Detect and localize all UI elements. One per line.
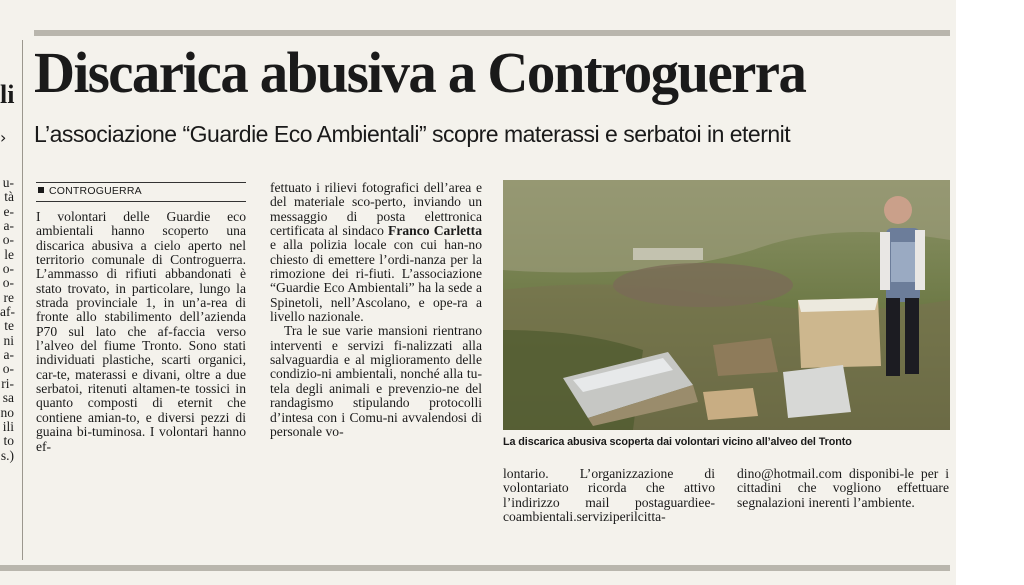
previous-article-line: o- [2, 361, 14, 377]
kicker-bullet [38, 187, 44, 193]
previous-article-line: a- [3, 218, 14, 234]
previous-article-line: tà [4, 189, 14, 205]
article-paragraph: I volontari delle Guardie eco ambientali hanno scoperto una discarica abusiva a cielo aperto nel territorio comunale di Controguerra. L’ammasso di rifiuti abbandonati è stato trovato, in particolare, lungo la strada provinciale 1, in un’a-rea di fronte allo stabilimento dell’azienda P70 sul lato che af-faccia verso l’alveo del fiume Tronto. Sono stati individuati plastiche, scarti organici, car-te, materassi e divani, oltre a due serbatoi, ritenuti altamen-te tossici in quanto composti di eternit che contiene amian-to, e diversi pezzi di guaina bi-tuminosa. I volontari hanno ef- [36, 209, 246, 454]
previous-article-line: af- [0, 304, 15, 320]
page-margin [956, 0, 1024, 585]
article-text: fettuato i rilievi fotografici dell’area e del materiale sco-perto, inviando un messaggio di posta elettronica certificata al sindaco [270, 180, 482, 239]
article-paragraph: Tra le sue varie mansioni rientrano interventi e servizi fi-nalizzati alla salvaguardia e al miglioramento delle condizio-ni ambientali, nonché alla tu-tela degli animali e prevenzio-ne del randagismo stipulando protocolli d’intesa con i Comu-ni avvalendosi di personale vo- [270, 323, 482, 439]
previous-article-line: u- [2, 175, 14, 190]
news-photo [503, 180, 950, 430]
previous-article-line: te [4, 318, 14, 334]
column-separator [22, 40, 23, 560]
article-column-2 [270, 181, 482, 439]
previous-article-line: to [3, 433, 14, 449]
previous-article-line: o- [2, 232, 14, 248]
previous-article-arrow: › [0, 128, 7, 147]
previous-article-line: sa [2, 390, 14, 406]
article-column-4 [737, 467, 949, 510]
previous-article-column-fragment [0, 176, 14, 463]
photo-illustration [503, 180, 950, 430]
article-column-3 [503, 467, 715, 524]
previous-article-line: s.) [0, 447, 14, 463]
kicker-label: CONTROGUERRA [49, 185, 142, 197]
bottom-rule [0, 565, 950, 571]
kicker [36, 182, 246, 202]
previous-article-line: e- [3, 203, 14, 219]
previous-article-line: o- [2, 261, 14, 277]
previous-article-line: a- [3, 347, 14, 363]
previous-article-line: ri- [1, 375, 14, 391]
previous-article-line: ili [2, 418, 14, 434]
previous-article-headline-fragment: li [0, 80, 15, 109]
top-rule [34, 30, 950, 36]
previous-article-line: no [0, 404, 14, 420]
article-text: e alla polizia locale con cui han-no chiesto di emettere l’ordi-nanza per la rimozione dei ri-fiuti. L’associazione “Guardie Eco Ambientali” ha la sede a Spinetoli, nell’Ascolano, e ope-ra a livello nazionale. [270, 237, 482, 325]
previous-article-line: le [4, 246, 14, 262]
previous-article-line: o- [2, 275, 14, 291]
photo-caption: La discarica abusiva scoperta dai volontari vicino all’alveo del Tronto [503, 436, 852, 448]
headline: Discarica abusiva a Controguerra [34, 40, 806, 105]
previous-article-line: ni [3, 332, 14, 348]
article-column-1 [36, 210, 246, 454]
article-paragraph [270, 181, 482, 324]
previous-article-line: re [3, 289, 14, 305]
subtitle: L’associazione “Guardie Eco Ambientali” scopre materassi e serbatoi in eternit [34, 121, 791, 147]
article-paragraph: lontario. L’organizzazione di volontariato ricorda che attivo l’indirizzo mail postaguardiee-coambientali.serviziperilcitta- [503, 466, 715, 525]
mayor-name: Franco Carletta [388, 223, 483, 239]
article-paragraph: dino@hotmail.com disponibi-le per i cittadini che vogliono effettuare segnalazioni inerenti l’ambiente. [737, 466, 949, 510]
